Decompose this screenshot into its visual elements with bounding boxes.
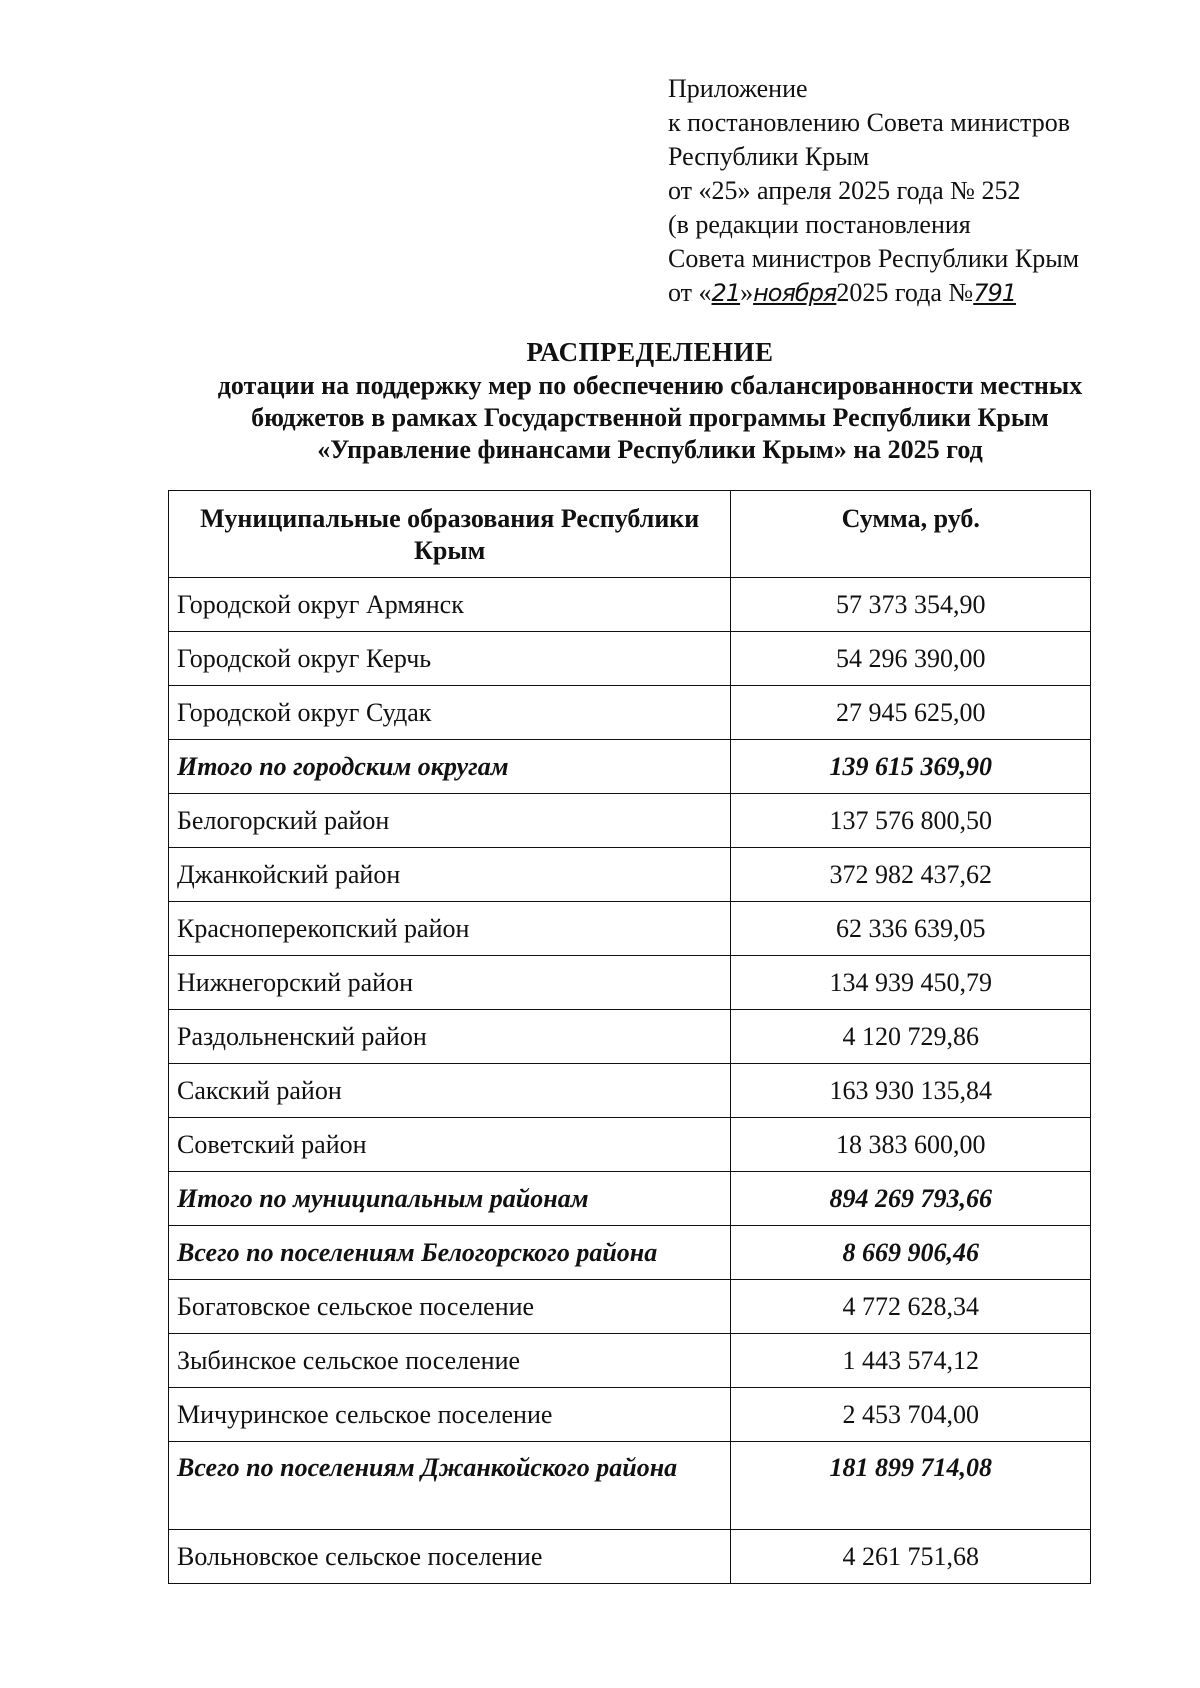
municipality-name-cell: Вольновское сельское поселение [169,1530,731,1584]
municipality-name-cell: Красноперекопский район [169,902,731,956]
appendix-block [668,72,1148,310]
column-header-amount: Сумма, руб. [731,491,1091,578]
amount-cell: 134 939 450,79 [731,956,1091,1010]
date-separator: » [740,278,754,307]
amount-cell: 4 772 628,34 [731,1280,1091,1334]
municipality-name-cell: Итого по городским округам [169,740,731,794]
table-row [169,956,1091,1010]
municipality-name-cell: Мичуринское сельское поселение [169,1388,731,1442]
amount-cell: 2 453 704,00 [731,1388,1091,1442]
municipality-name-cell: Зыбинское сельское поселение [169,1334,731,1388]
table-row [169,1118,1091,1172]
municipality-name-cell: Джанкойский район [169,848,731,902]
amount-cell: 27 945 625,00 [731,686,1091,740]
table-row [169,1530,1091,1584]
table-row [169,1280,1091,1334]
amount-cell: 4 261 751,68 [731,1530,1091,1584]
title-line: «Управление финансами Республики Крым» на 2025 год [317,435,983,464]
amount-cell: 8 669 906,46 [731,1226,1091,1280]
amount-cell: 372 982 437,62 [731,848,1091,902]
table-header-row [169,491,1091,578]
table-row [169,1064,1091,1118]
appendix-line: к постановлению Совета министров [668,108,1070,137]
document-title [120,334,1180,466]
municipality-name-cell: Белогорский район [169,794,731,848]
handwritten-day: 21 [711,279,741,307]
title-line: бюджетов в рамках Государственной программы Республики Крым [251,403,1049,432]
date-prefix: от « [668,278,712,307]
column-header-municipality: Муниципальные образования Республики Крым [169,491,731,578]
amount-cell: 181 899 714,08 [731,1442,1091,1530]
appendix-line: (в редакции постановления [668,210,971,239]
table-total-row [169,740,1091,794]
table-row [169,848,1091,902]
date-year: 2025 года № [836,278,974,307]
table-row [169,902,1091,956]
handwritten-month: ноября [753,279,837,307]
title-line: дотации на поддержку мер по обеспечению сбалансированности местных [217,371,1083,400]
amount-cell: 4 120 729,86 [731,1010,1091,1064]
municipality-name-cell: Городской округ Армянск [169,578,731,632]
table-row [169,578,1091,632]
appendix-line: Совета министров Республики Крым [668,244,1080,273]
distribution-table [168,490,1091,1584]
amount-cell: 1 443 574,12 [731,1334,1091,1388]
municipality-name-cell: Раздольненский район [169,1010,731,1064]
amount-cell: 137 576 800,50 [731,794,1091,848]
table-body [169,578,1091,1584]
table-row [169,632,1091,686]
municipality-name-cell: Советский район [169,1118,731,1172]
amount-cell: 139 615 369,90 [731,740,1091,794]
table-row [169,1388,1091,1442]
municipality-name-cell: Итого по муниципальным районам [169,1172,731,1226]
municipality-name-cell: Городской округ Судак [169,686,731,740]
amount-cell: 62 336 639,05 [731,902,1091,956]
amount-cell: 163 930 135,84 [731,1064,1091,1118]
municipality-name-cell: Нижнегорский район [169,956,731,1010]
table-row [169,794,1091,848]
table-row [169,686,1091,740]
appendix-line: Республики Крым [668,142,870,171]
amount-cell: 894 269 793,66 [731,1172,1091,1226]
table-total-row [169,1442,1091,1530]
handwritten-number: 791 [973,279,1017,307]
amount-cell: 57 373 354,90 [731,578,1091,632]
table-total-row [169,1226,1091,1280]
table-total-row [169,1172,1091,1226]
municipality-name-cell: Всего по поселениям Белогорского района [169,1226,731,1280]
appendix-line: от «25» апреля 2025 года № 252 [668,176,1021,205]
title-main: РАСПРЕДЕЛЕНИЕ [526,337,774,367]
table-row [169,1010,1091,1064]
municipality-name-cell: Богатовское сельское поселение [169,1280,731,1334]
table-row [169,1334,1091,1388]
municipality-name-cell: Городской округ Керчь [169,632,731,686]
municipality-name-cell: Сакский район [169,1064,731,1118]
municipality-name-cell: Всего по поселениям Джанкойского района [169,1442,731,1530]
amount-cell: 18 383 600,00 [731,1118,1091,1172]
appendix-amendment-date [668,276,1148,310]
appendix-line: Приложение [668,74,808,103]
amount-cell: 54 296 390,00 [731,632,1091,686]
